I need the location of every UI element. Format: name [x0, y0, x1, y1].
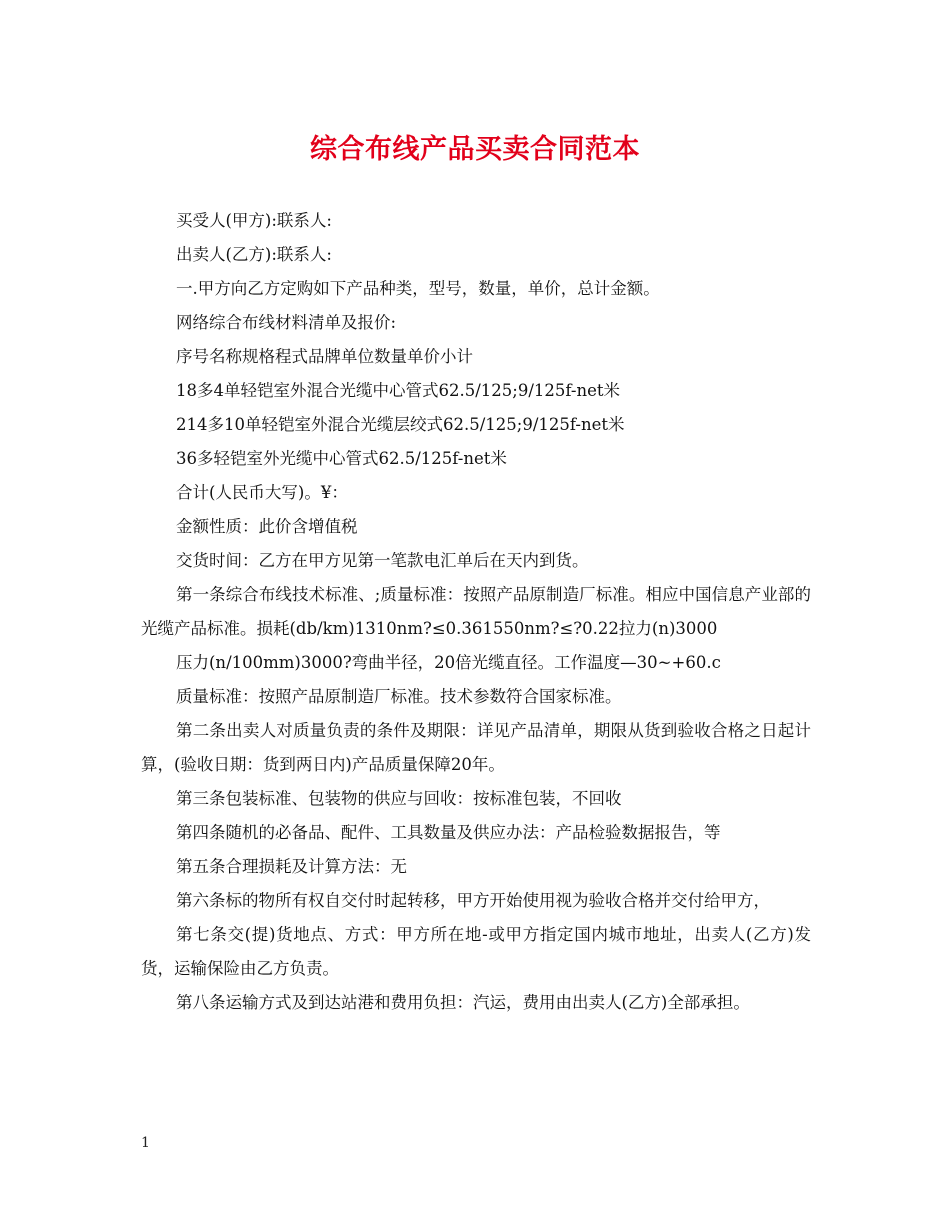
paragraph-seller: 出卖人(乙方):联系人:: [176, 245, 332, 264]
paragraph-article-3: 第三条包装标准、包装物的供应与回收：按标准包装，不回收: [176, 789, 622, 808]
paragraph-article-5: 第五条合理损耗及计算方法：无: [176, 857, 407, 876]
page-number: 1: [141, 1135, 150, 1151]
paragraph-item-1: 18多4单轻铠室外混合光缆中心管式62.5/125;9/125f-net米: [176, 381, 621, 400]
paragraph-list-columns: 序号名称规格程式品牌单位数量单价小计: [176, 347, 473, 366]
paragraph-buyer: 买受人(甲方):联系人:: [176, 211, 332, 230]
paragraph-amount-nature: 金额性质：此价含增值税: [176, 517, 358, 536]
paragraph-article-7: 第七条交(提)货地点、方式：甲方所在地-或甲方指定国内城市地址，出卖人(乙方)发货，运输保险由乙方负责。: [141, 925, 811, 978]
paragraph-material-list-heading: 网络综合布线材料清单及报价:: [176, 313, 397, 332]
paragraph-quality-standard: 质量标准：按照产品原制造厂标准。技术参数符合国家标准。: [176, 687, 622, 706]
paragraph-article-6: 第六条标的物所有权自交付时起转移，甲方开始使用视为验收合格并交付给甲方，: [176, 891, 770, 910]
paragraph-article-2: 第二条出卖人对质量负责的条件及期限：详见产品清单，期限从货到验收合格之日起计算，(验收日期：货到两日内)产品质量保障20年。: [141, 721, 811, 774]
paragraph-clause-order: 一.甲方向乙方定购如下产品种类，型号，数量，单价，总计金额。: [176, 279, 660, 298]
paragraph-article-4: 第四条随机的必备品、配件、工具数量及供应办法：产品检验数据报告，等: [176, 823, 721, 842]
paragraph-item-3: 36多轻铠室外光缆中心管式62.5/125f-net米: [176, 449, 507, 468]
paragraph-article-8: 第八条运输方式及到达站港和费用负担：汽运，费用由出卖人(乙方)全部承担。: [176, 993, 750, 1012]
paragraph-delivery-time: 交货时间：乙方在甲方见第一笔款电汇单后在天内到货。: [176, 551, 589, 570]
document-title: 综合布线产品买卖合同范本: [310, 134, 640, 165]
paragraph-total: 合计(人民币大写)。¥：: [176, 483, 348, 502]
document-body: [141, 204, 811, 1020]
paragraph-pressure: 压力(n/100mm)3000?弯曲半径，20倍光缆直径。工作温度—30~+60.c: [176, 653, 721, 672]
paragraph-article-1: 第一条综合布线技术标准、;质量标准：按照产品原制造厂标准。相应中国信息产业部的光缆产品标准。损耗(db/km)1310nm?≤0.361550nm?≤?0.22拉力(n)3000: [141, 585, 811, 638]
paragraph-item-2: 214多10单轻铠室外混合光缆层绞式62.5/125;9/125f-net米: [176, 415, 625, 434]
